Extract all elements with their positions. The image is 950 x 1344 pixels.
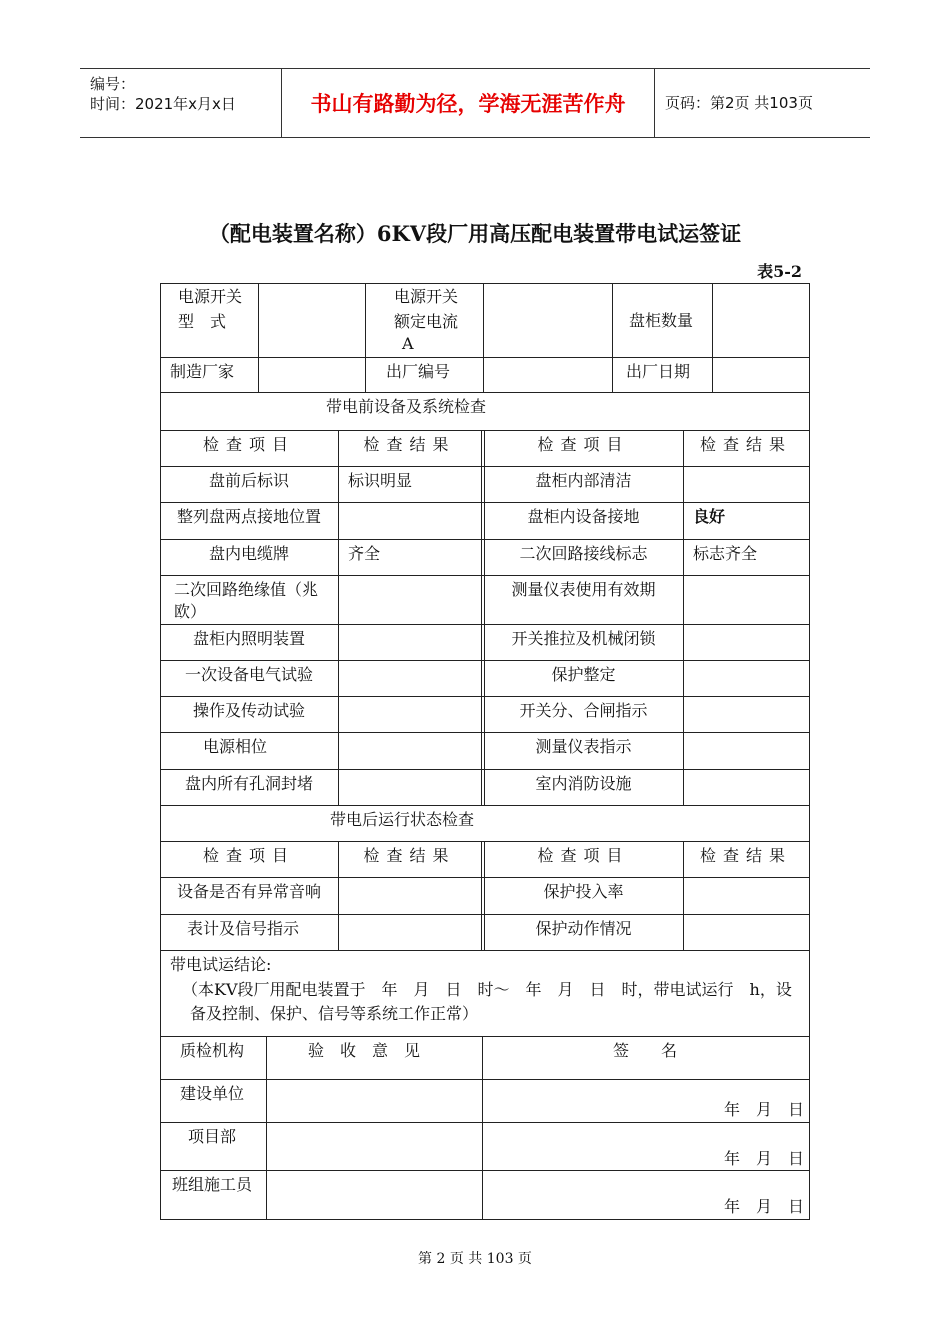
check-item: 操作及传动试验 [192,701,305,720]
col-header-sign: 签 名 [613,1041,678,1060]
col-line [266,1036,267,1220]
org-name: 项目部 [188,1127,237,1146]
conclusion-text: 备及控制、保护、信号等系统工作正常） [190,1004,479,1023]
col-header-result: 检查结果 [363,846,456,865]
check-item: 二次回路接线标志 [519,544,648,563]
check-result: 标识明显 [348,471,413,490]
check-item: 盘柜内设备接地 [527,507,640,526]
table-border [160,1219,810,1220]
row-line [160,660,810,661]
check-item: 盘柜内照明装置 [192,629,305,648]
check-item: 保护动作情况 [535,919,632,938]
check-item: 电源相位 [202,737,267,756]
col-header-item: 检查项目 [537,435,630,454]
check-item: 盘柜内部清洁 [535,471,632,490]
row-line [160,914,810,915]
check-result: 齐全 [348,544,381,563]
check-item: 室内消防设施 [535,774,632,793]
org-name: 建设单位 [180,1084,245,1103]
check-item: 一次设备电气试验 [184,665,313,684]
sign-date: 年 月 日 [724,1100,805,1119]
col-line [481,430,482,805]
page-header [80,68,870,138]
check-item: 表计及信号指示 [186,919,299,938]
row-line [160,392,810,393]
cabinet-count-label: 盘柜数量 [629,311,694,330]
col-header-result: 检查结果 [363,435,456,454]
col-line [712,283,713,392]
check-item: 测量仪表指示 [535,737,632,756]
row-line [160,624,810,625]
row-line [160,1170,810,1171]
col-header-opinion: 验 收 意 见 [308,1041,421,1060]
row-line [160,877,810,878]
label-line: 电源开关 [178,287,243,306]
row-line [160,575,810,576]
manufacturer-label: 制造厂家 [170,362,235,381]
row-line [160,950,810,951]
header-meta [90,69,280,137]
check-result: 标志齐全 [693,544,758,563]
col-header-result: 检查结果 [699,846,792,865]
serial-no-label: 出厂编号 [386,362,451,381]
check-item: 设备是否有异常音响 [176,882,321,901]
header-page-label: 页码：第2页 共103页 [665,94,813,112]
row-line [160,732,810,733]
header-motto: 书山有路勤为径，学海无涯苦作舟 [310,92,626,116]
check-item: 开关推拉及机械闭锁 [511,629,656,648]
factory-date-label: 出厂日期 [626,362,691,381]
header-divider [654,69,655,137]
row-line [160,466,810,467]
col-line [483,283,484,392]
document-title: （配电装置名称）6KV段厂用高压配电装置带电试运签证 [208,221,742,246]
page-footer: 第 2 页 共 103 页 [418,1251,532,1267]
col-header-item: 检查项目 [537,846,630,865]
check-item: 开关分、合闸指示 [519,701,648,720]
rated-current-label [394,286,474,355]
label-line: A [402,334,414,353]
col-header-org: 质检机构 [180,1041,245,1060]
label-line: 电源开关 [394,287,459,306]
number-label: 编号： [90,75,136,93]
sign-date: 年 月 日 [724,1197,805,1216]
col-line [481,841,482,950]
sign-date: 年 月 日 [724,1149,805,1168]
check-item: 二次回路绝缘值（兆欧） [174,580,319,621]
check-item: 保护投入率 [543,882,624,901]
col-header-result: 检查结果 [699,435,792,454]
row-line [160,769,810,770]
section-title: 带电前设备及系统检查 [326,397,487,416]
col-header-item: 检查项目 [202,846,295,865]
check-item: 盘内所有孔洞封堵 [184,774,313,793]
check-item: 测量仪表使用有效期 [511,580,656,599]
col-line [365,283,366,392]
row-line [160,430,810,431]
check-item: 保护整定 [551,665,616,684]
conclusion-text: （本KV段厂用配电装置于 年 月 日 时～ 年 月 日 时，带电试运行 h，设 [182,980,792,999]
row-line [160,1079,810,1080]
row-line [160,841,810,842]
table-number: 表5-2 [757,262,802,281]
time-label: 时间：2021年x月x日 [90,95,236,113]
row-line [160,1036,810,1037]
label-line: 额定电流 [394,312,459,331]
label-line: 型 式 [178,312,227,331]
col-header-item: 检查项目 [202,435,295,454]
check-result: 良好 [693,507,726,526]
check-item: 盘前后标识 [208,471,289,490]
org-name: 班组施工员 [172,1175,253,1194]
check-item: 整列盘两点接地位置 [176,507,321,526]
row-line [160,502,810,503]
switch-type-label [178,286,258,333]
col-line [338,430,339,805]
certificate-table [160,283,810,1220]
check-item: 盘内电缆牌 [208,544,289,563]
col-line [482,1036,483,1220]
row-line [160,1122,810,1123]
conclusion-label: 带电试运结论: [170,955,272,974]
row-line [160,696,810,697]
col-line [612,283,613,392]
row-line [160,539,810,540]
row-line [160,805,810,806]
col-line [683,430,684,805]
col-line [258,283,259,392]
section-title: 带电后运行状态检查 [330,810,475,829]
